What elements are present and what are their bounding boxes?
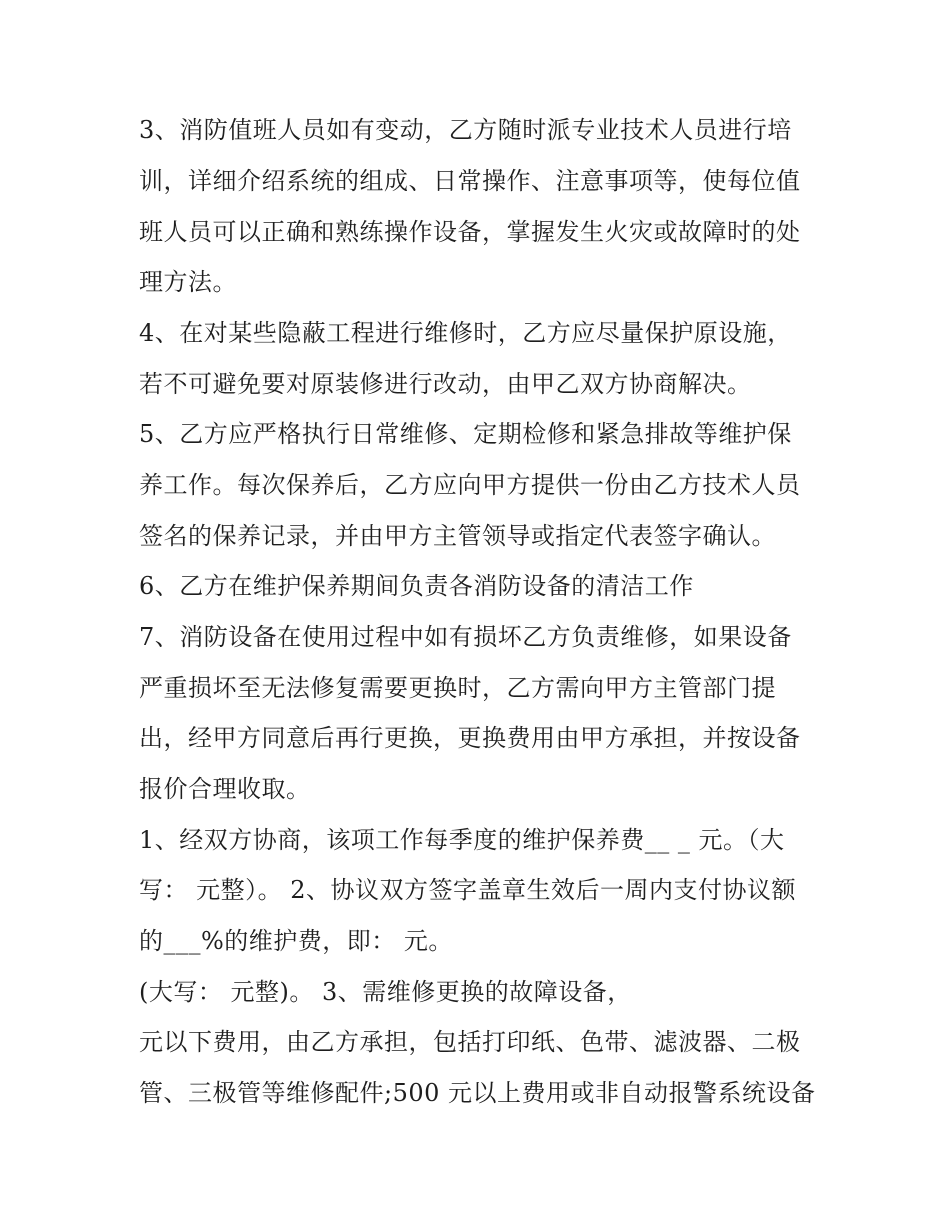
text-line: 1、经双方协商，该项工作每季度的维护保养费__ _ 元。（大 — [139, 826, 785, 854]
text-line: 理方法。 — [139, 268, 237, 296]
text-line: 的___%的维护费，即： 元。 — [139, 927, 453, 955]
text-line: 写： 元整）。 2、协议双方签字盖章生效后一周内支付协议额 — [139, 876, 797, 904]
text-line: 管、三极管等维修配件;500 元以上费用或非自动报警系统设备 — [139, 1079, 816, 1107]
text-line: 5、乙方应严格执行日常维修、定期检修和紧急排故等维护保 — [139, 420, 792, 448]
text-line: 4、在对某些隐蔽工程进行维修时，乙方应尽量保护原设施， — [139, 319, 792, 347]
text-line: 班人员可以正确和熟练操作设备，掌握发生火灾或故障时的处 — [139, 218, 801, 246]
text-line: 严重损坏至无法修复需要更换时，乙方需向甲方主管部门提 — [139, 674, 776, 702]
text-line: 3、消防值班人员如有变动，乙方随时派专业技术人员进行培 — [139, 116, 792, 144]
text-line: 若不可避免要对原装修进行改动，由甲乙双方协商解决。 — [139, 370, 752, 398]
text-line: 元以下费用，由乙方承担，包括打印纸、色带、滤波器、二极 — [139, 1028, 801, 1056]
text-line: 出，经甲方同意后再行更换，更换费用由甲方承担，并按设备 — [139, 724, 801, 752]
text-line: 7、消防设备在使用过程中如有损坏乙方负责维修，如果设备 — [139, 623, 792, 651]
text-line: 养工作。每次保养后，乙方应向甲方提供一份由乙方技术人员 — [139, 471, 801, 499]
text-line: 训，详细介绍系统的组成、日常操作、注意事项等，使每位值 — [139, 167, 801, 195]
text-line: (大写： 元整)。 3、需维修更换的故障设备， — [139, 978, 632, 1006]
text-line: 报价合理收取。 — [139, 775, 311, 803]
text-line: 签名的保养记录，并由甲方主管领导或指定代表签字确认。 — [139, 522, 776, 550]
text-line: 6、乙方在维护保养期间负责各消防设备的清洁工作 — [139, 572, 694, 600]
